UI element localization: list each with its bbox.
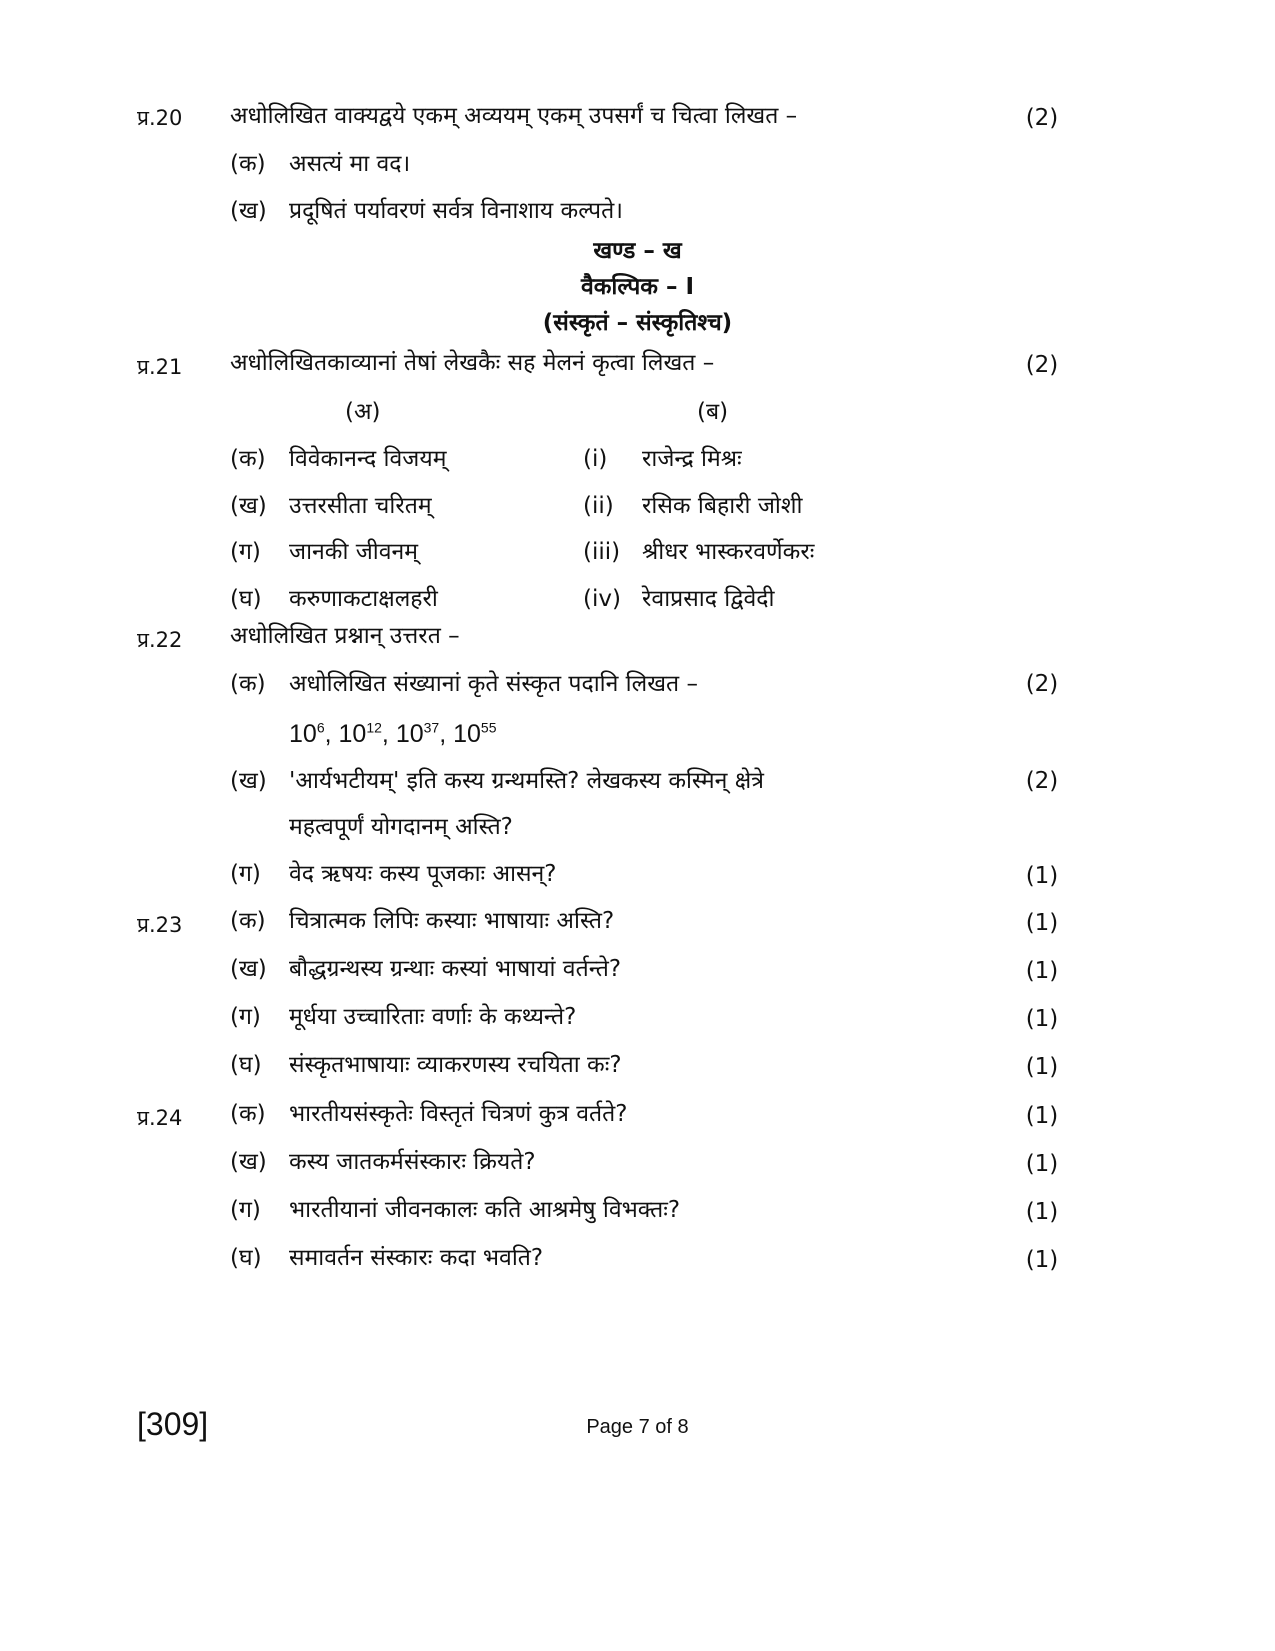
match-right: रेवाप्रसाद द्विवेदी <box>642 586 775 612</box>
option-text: अधोलिखित संख्यानां कृते संस्कृत पदानि लिखत – <box>289 671 698 697</box>
marks: (1) <box>1025 1199 1059 1225</box>
match-number: (iii) <box>583 539 621 565</box>
match-label: (ख) <box>230 493 267 519</box>
number-exponent: 6 <box>316 719 325 736</box>
option-label: (घ) <box>230 1052 262 1078</box>
number-base: 10 <box>453 720 481 748</box>
marks: (1) <box>1025 863 1059 889</box>
marks: (1) <box>1025 1103 1059 1129</box>
marks: (2) <box>1025 768 1059 794</box>
match-number: (iv) <box>583 586 621 612</box>
match-number: (i) <box>583 446 608 472</box>
match-left: विवेकानन्द विजयम् <box>289 446 447 472</box>
marks: (1) <box>1025 1247 1059 1273</box>
option-text: असत्यं मा वद। <box>289 151 411 177</box>
page-number: Page 7 of 8 <box>586 1416 689 1438</box>
number-base: 10 <box>338 720 367 748</box>
number-separator: , <box>439 720 454 748</box>
match-label: (ग) <box>230 539 261 565</box>
match-label: (घ) <box>230 586 262 612</box>
marks: (2) <box>1025 105 1059 131</box>
option-text: 'आर्यभटीयम्' इति कस्य ग्रन्थमस्ति? लेखकस्य कस्मिन् क्षेत्रे <box>289 768 764 794</box>
match-right: रसिक बिहारी जोशी <box>642 493 803 519</box>
question-number: प्र.23 <box>137 913 183 937</box>
number-separator: , <box>381 720 396 748</box>
match-right: श्रीधर भास्करवर्णेकरः <box>642 539 815 565</box>
marks: (1) <box>1025 910 1059 936</box>
option-text-continued: महत्वपूर्णं योगदानम् अस्ति? <box>289 814 513 840</box>
column-a-heading: (अ) <box>345 399 381 425</box>
option-label: (ख) <box>230 198 267 224</box>
match-label: (क) <box>230 446 266 472</box>
marks: (2) <box>1025 671 1059 697</box>
section-heading: खण्ड – ख <box>593 238 682 264</box>
match-number: (ii) <box>583 493 614 519</box>
number-exponent: 37 <box>423 719 440 736</box>
option-label: (ख) <box>230 1149 267 1175</box>
option-label: (क) <box>230 1101 266 1127</box>
number-list <box>289 720 497 748</box>
option-label: (क) <box>230 671 266 697</box>
question-number: प्र.20 <box>137 106 183 130</box>
question-number: प्र.22 <box>137 628 183 652</box>
marks: (1) <box>1025 1151 1059 1177</box>
marks: (1) <box>1025 958 1059 984</box>
option-label: (ग) <box>230 1197 261 1223</box>
option-text: भारतीयसंस्कृतेः विस्तृतं चित्रणं कुत्र वर्तते? <box>289 1101 628 1127</box>
column-b-heading: (ब) <box>697 399 729 425</box>
option-text: प्रदूषितं पर्यावरणं सर्वत्र विनाशाय कल्पते। <box>289 198 623 224</box>
option-text: भारतीयानां जीवनकालः कति आश्रमेषु विभक्तः? <box>289 1197 681 1223</box>
option-text: कस्य जातकर्मसंस्कारः क्रियते? <box>289 1149 536 1175</box>
option-text: वेद ऋषयः कस्य पूजकाः आसन्? <box>289 861 557 887</box>
option-label: (ख) <box>230 956 267 982</box>
section-subject: (संस्कृतं – संस्कृतिश्च) <box>542 310 733 336</box>
marks: (1) <box>1025 1054 1059 1080</box>
question-number: प्र.24 <box>137 1106 183 1130</box>
question-text: अधोलिखित प्रश्नान् उत्तरत – <box>230 623 460 649</box>
number-base: 10 <box>395 720 424 748</box>
match-left: जानकी जीवनम् <box>289 539 419 565</box>
number-base: 10 <box>289 720 317 748</box>
option-label: (ख) <box>230 768 267 794</box>
option-label: (ग) <box>230 861 261 887</box>
number-exponent: 55 <box>480 719 497 736</box>
match-left: करुणाकटाक्षलहरी <box>289 586 438 612</box>
option-text: चित्रात्मक लिपिः कस्याः भाषायाः अस्ति? <box>289 908 615 934</box>
option-label: (क) <box>230 908 266 934</box>
option-text: मूर्धया उच्चारिताः वर्णाः के कथ्यन्ते? <box>289 1004 577 1030</box>
paper-code: [309] <box>137 1406 209 1442</box>
option-label: (क) <box>230 151 266 177</box>
marks: (2) <box>1025 352 1059 378</box>
question-text: अधोलिखितकाव्यानां तेषां लेखकैः सह मेलनं कृत्वा लिखत – <box>230 350 715 376</box>
match-left: उत्तरसीता चरितम् <box>289 493 432 519</box>
number-separator: , <box>324 720 339 748</box>
match-right: राजेन्द्र मिश्रः <box>642 446 742 472</box>
option-text: बौद्धग्रन्थस्य ग्रन्थाः कस्यां भाषायां वर्तन्ते? <box>289 956 622 982</box>
option-label: (घ) <box>230 1245 262 1271</box>
option-text: संस्कृतभाषायाः व्याकरणस्य रचयिता कः? <box>289 1052 622 1078</box>
option-label: (ग) <box>230 1004 261 1030</box>
number-exponent: 12 <box>366 719 382 736</box>
question-text: अधोलिखित वाक्यद्वये एकम् अव्ययम् एकम् उपसर्गं च चित्वा लिखत – <box>230 103 798 129</box>
option-text: समावर्तन संस्कारः कदा भवति? <box>289 1245 544 1271</box>
section-subheading: वैकल्पिक – I <box>580 274 695 300</box>
question-number: प्र.21 <box>137 355 183 379</box>
marks: (1) <box>1025 1006 1059 1032</box>
